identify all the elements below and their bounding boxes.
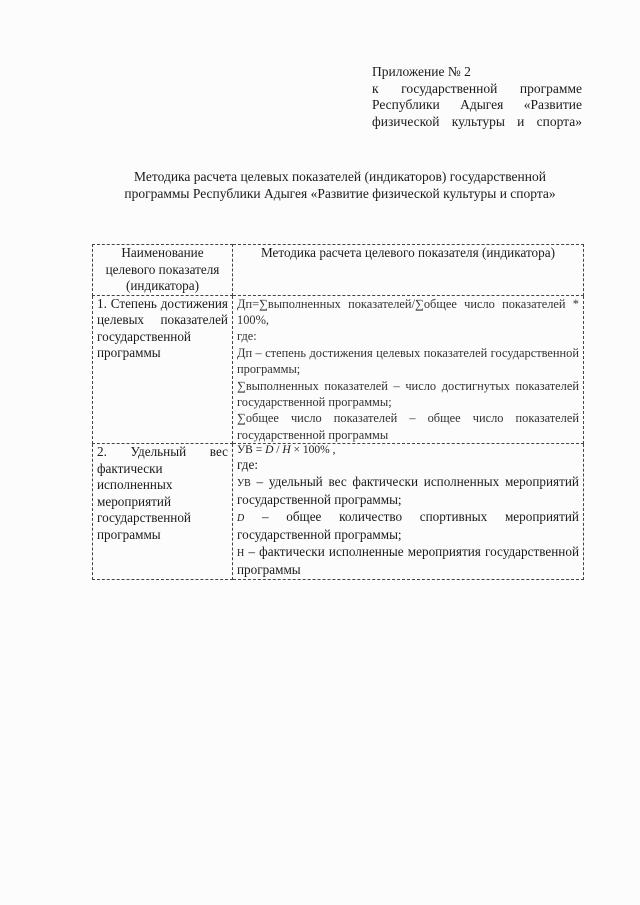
column-header-method: Методика расчета целевого показателя (индикатора) [233,245,584,296]
column-header-name: Наименование целевого показателя (индикатора) [93,245,233,296]
formula: Дп=∑выполненных показателей/∑общее число показателей * 100%, [237,296,579,327]
indicator-name: 2. Удельный вес фактически исполненных мероприятий государственной программы [93,444,233,580]
formula-part: × 100% [290,444,330,457]
definition-text: – фактически исполненные мероприятия государственной программы [237,543,579,578]
formula [237,444,579,457]
formula-part: D [265,444,274,457]
definition [237,509,579,544]
formula-part: УВ [237,444,253,457]
indicator-method [233,444,584,580]
formula-part: , [329,444,336,457]
definition [237,474,579,509]
formula-part: / [273,444,283,457]
indicator-method [233,295,584,444]
document-title-line: программы Республики Адыгея «Развитие физической культуры и спорта» [124,186,556,201]
where-label: где: [237,457,258,473]
definition-text: – удельный вес фактически исполненных мероприятий государственной программы; [237,473,579,508]
definition-text: – общее количество спортивных мероприятий государственной программы; [237,508,579,543]
table-row [93,444,584,580]
formula-part: H [282,444,291,457]
definition: ∑общее число показателей – общее число показателей государственной программы [237,411,579,442]
definition-symbol: УВ [237,477,251,489]
indicator-name: 1. Степень достижения целевых показателей государственной программы [93,295,233,444]
appendix-line: физической культуры и спорта» [372,113,582,129]
definition-symbol: Н [237,547,245,559]
table-header-row [93,245,584,296]
methodology-table [92,244,584,580]
appendix-line: Республики Адыгея «Развитие [372,97,582,112]
document-title-line: Методика расчета целевых показателей (индикаторов) государственной [134,169,546,184]
document-title [70,168,610,202]
definition: Дп – степень достижения целевых показателей государственной программы; [237,345,579,377]
formula-part: = [252,444,266,457]
table-row [93,295,584,444]
definition [237,544,579,579]
appendix-block [372,64,582,130]
definition-symbol: D [237,512,245,524]
where-label: где: [237,329,257,344]
appendix-line: к государственной программе [372,80,582,96]
definition: ∑выполненных показателей – число достигнутых показателей государственной программы; [237,378,579,409]
appendix-number: Приложение № 2 [372,64,471,79]
